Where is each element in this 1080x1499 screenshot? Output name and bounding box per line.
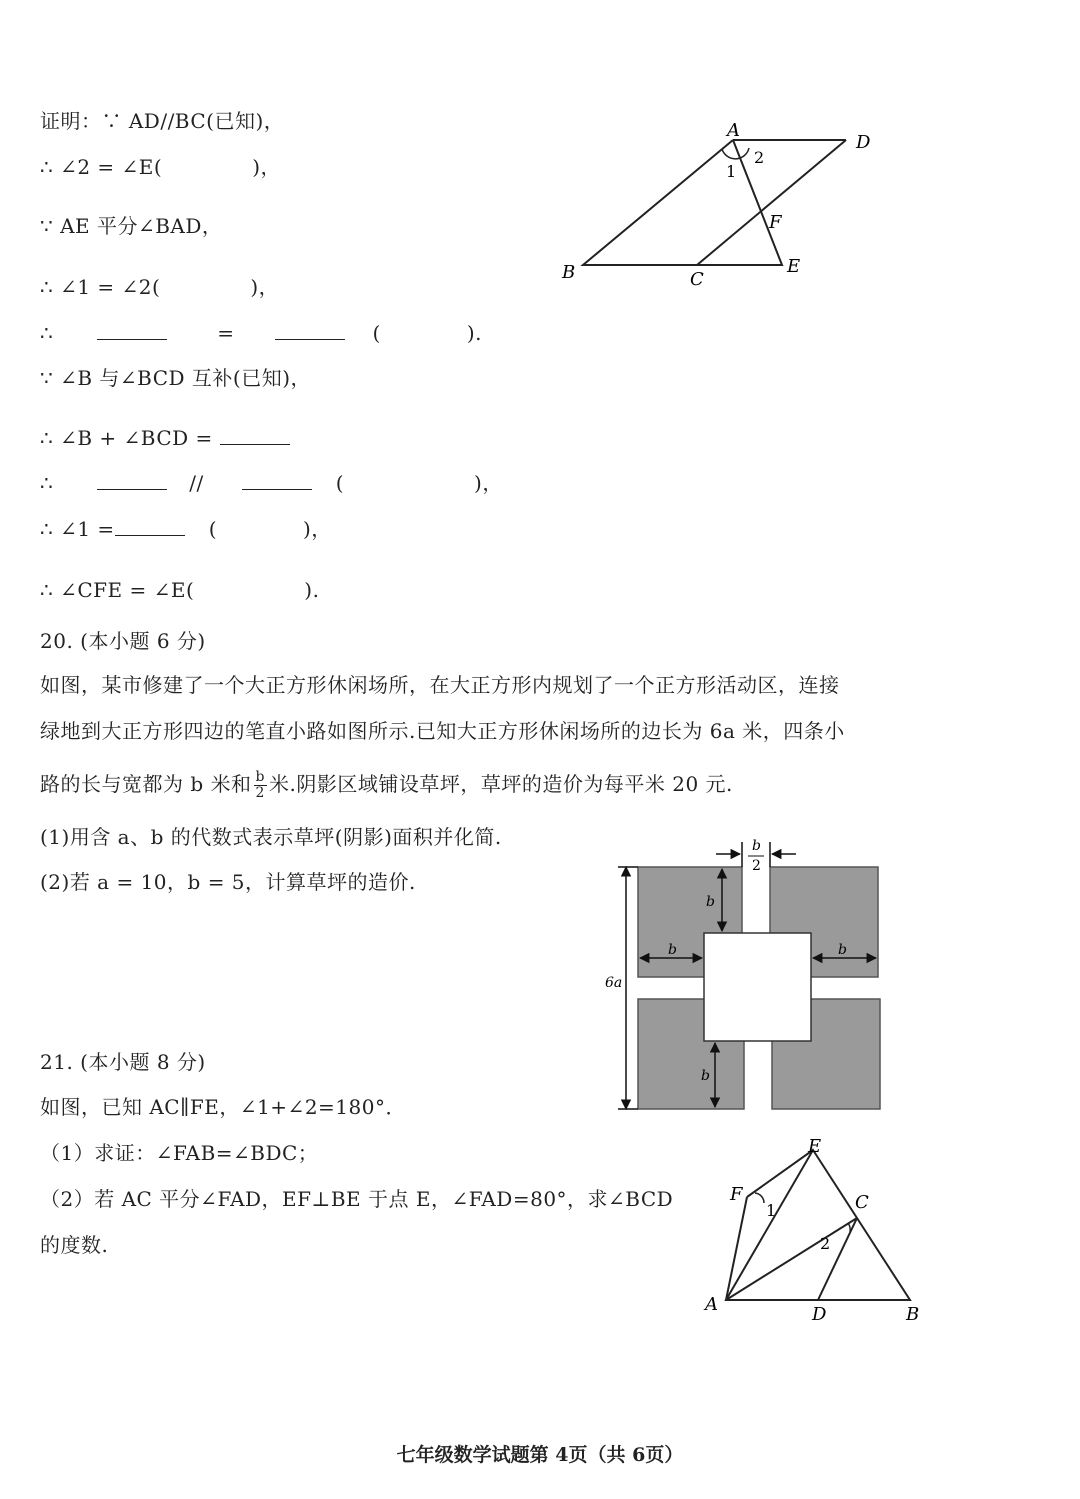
segment-af	[726, 1197, 747, 1300]
q21-header: 21. (本小题 8 分)	[40, 1050, 206, 1074]
label-c: C	[855, 1192, 869, 1213]
answer-blank[interactable]	[97, 321, 167, 340]
answer-blank[interactable]	[275, 321, 345, 340]
label-b-right: b	[838, 942, 847, 958]
triangle-abe	[726, 1150, 910, 1300]
q20-subquestion-1: (1)用含 a、b 的代数式表示草坪(阴影)面积并化简.	[40, 825, 502, 849]
figure-triangle	[700, 1130, 940, 1330]
proof-line-8: ∴ // ( )，	[40, 471, 503, 495]
figure-square-park	[598, 830, 898, 1120]
figure-parallelogram	[550, 110, 890, 300]
label-a: A	[705, 1294, 718, 1315]
q20-subquestion-2: (2)若 a = 10，b = 5，计算草坪的造价.	[40, 870, 416, 894]
label-f: F	[730, 1184, 743, 1205]
q20-text-1: 如图，某市修建了一个大正方形休闲场所，在大正方形内规划了一个正方形活动区，连接	[40, 673, 840, 697]
triangle-abe-lines	[583, 140, 782, 265]
label-angle-2: 2	[754, 148, 765, 167]
proof-line-4: ∴ ∠1 = ∠2( )，	[40, 275, 280, 299]
label-e: E	[787, 256, 801, 277]
q20-text-2: 绿地到大正方形四边的笔直小路如图所示.已知大正方形休闲场所的边长为 6a 米，四条小	[40, 719, 845, 743]
label-b-upper: b	[706, 894, 715, 910]
proof-line-10: ∴ ∠CFE = ∠E( ).	[40, 578, 320, 602]
proof-line-3: ∵ AE 平分∠BAD，	[40, 214, 223, 238]
label-b: B	[906, 1304, 920, 1325]
page-footer: 七年级数学试题第 4页（共 6页）	[396, 1444, 684, 1466]
q20-text-3: 路的长与宽都为 b 米和 $\frac{b}{2}$ 米.阴影区域铺设草坪，草坪的造价为每平米 20 元.	[40, 769, 733, 801]
answer-blank[interactable]	[97, 471, 167, 490]
label-2-top: 2	[752, 858, 761, 874]
angle-1-arc	[755, 1193, 764, 1203]
proof-line-1: 证明：∵ AD//BC(已知)，	[40, 109, 285, 133]
answer-blank[interactable]	[242, 471, 312, 490]
label-b-top: b	[752, 838, 761, 854]
label-b-lower: b	[701, 1068, 710, 1084]
label-6a: 6a	[605, 975, 623, 991]
label-c: C	[690, 269, 704, 290]
proof-line-5: ∴ = ( ).	[40, 321, 482, 345]
label-angle-1: 1	[766, 1201, 777, 1220]
q21-subquestion-2-cont: 的度数.	[40, 1233, 109, 1257]
label-f: F	[769, 212, 782, 233]
label-e: E	[808, 1136, 822, 1157]
q21-subquestion-2: （2）若 AC 平分∠FAD，EF⊥BE 于点 E，∠FAD=80°，求∠BCD	[40, 1187, 674, 1211]
label-b-left: b	[668, 942, 677, 958]
label-d: D	[812, 1304, 827, 1325]
proof-line-7: ∴ ∠B + ∠BCD =	[40, 425, 290, 451]
answer-blank[interactable]	[115, 517, 185, 536]
proof-line-9: ∴ ∠1 = ( )，	[40, 517, 332, 541]
label-a: A	[727, 120, 740, 141]
segment-fe	[747, 1150, 813, 1197]
answer-blank[interactable]	[220, 426, 290, 445]
label-b: B	[562, 262, 576, 283]
q20-header: 20. (本小题 6 分)	[40, 629, 206, 653]
label-angle-1: 1	[726, 162, 737, 181]
fraction-b-over-2: $\frac{b}{2}$	[255, 769, 265, 801]
q21-text-1: 如图，已知 AC∥FE，∠1+∠2=180°．	[40, 1095, 406, 1119]
q21-subquestion-1: （1）求证：∠FAB=∠BDC；	[40, 1141, 319, 1165]
label-angle-2: 2	[820, 1234, 831, 1253]
angle-arc	[722, 148, 749, 159]
label-d: D	[856, 132, 871, 153]
activity-square	[704, 933, 811, 1041]
segment-dc	[697, 140, 846, 265]
angle-2-arc	[848, 1223, 850, 1232]
proof-line-2: ∴ ∠2 = ∠E( )，	[40, 155, 282, 179]
proof-line-6: ∵ ∠B 与∠BCD 互补(已知)，	[40, 366, 312, 390]
